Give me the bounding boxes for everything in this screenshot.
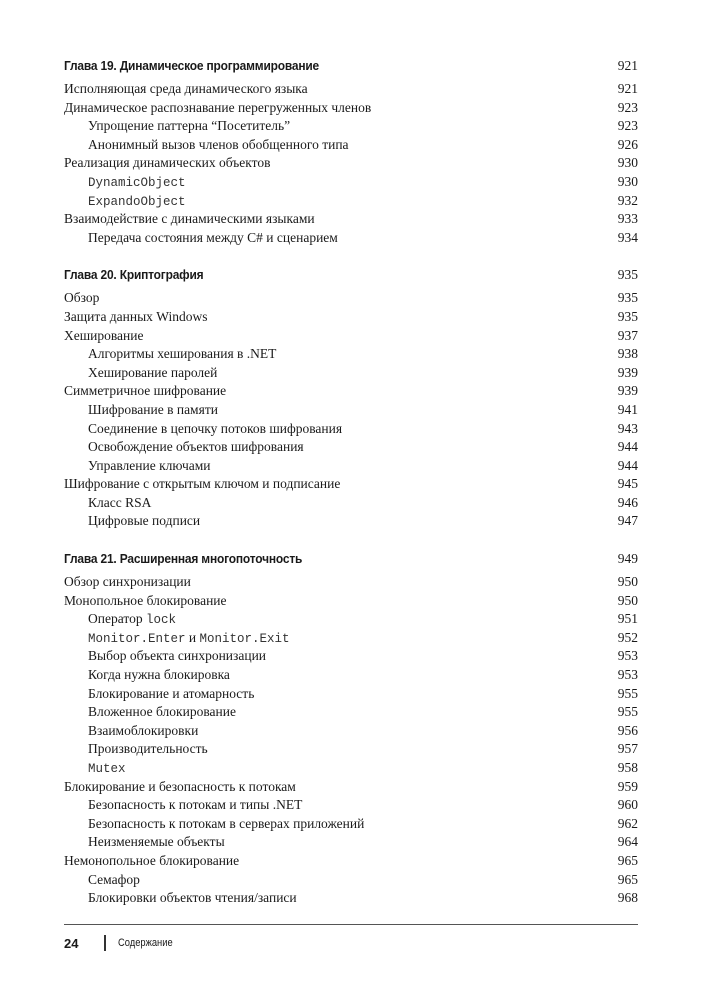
entry-page-number: 953 (617, 667, 638, 683)
entry-page-number: 935 (617, 308, 638, 324)
toc-entry (64, 289, 638, 308)
entry-title (64, 833, 225, 852)
toc-subentry (64, 666, 638, 685)
entry-text: Производительность (88, 741, 208, 757)
entry-text: и (185, 629, 200, 645)
chapter-heading (64, 267, 638, 287)
entry-text: Когда нужна блокировка (88, 667, 230, 683)
entry-page-number: 951 (617, 611, 638, 627)
entry-text: Неизменяемые объекты (88, 834, 225, 850)
entry-page-number: 960 (617, 797, 638, 813)
chapter-section (64, 58, 638, 247)
toc-subentry (64, 685, 638, 704)
chapter-page-number: 935 (617, 267, 638, 283)
entry-page-number: 946 (617, 494, 638, 510)
entry-title (64, 703, 236, 722)
toc-subentry (64, 345, 638, 364)
footer-page-number: 24 (64, 935, 79, 951)
entry-page-number: 965 (617, 852, 638, 868)
entry-page-number: 932 (617, 192, 638, 208)
entry-text: Освобождение объектов шифрования (88, 439, 304, 455)
entry-page-number: 955 (617, 685, 638, 701)
toc-subentry (64, 192, 638, 211)
entry-title (64, 327, 144, 346)
entry-text: Симметричное шифрование (64, 383, 227, 399)
entry-page-number: 943 (617, 420, 638, 436)
toc-entry (64, 475, 638, 494)
entry-text: Обзор (64, 290, 100, 306)
entry-page-number: 934 (617, 229, 638, 245)
entry-title (64, 117, 290, 136)
toc-entry (64, 382, 638, 401)
code-term: DynamicObject (88, 175, 186, 190)
entry-page-number: 944 (617, 457, 638, 473)
entry-text: Семафор (88, 871, 140, 887)
toc-subentry (64, 173, 638, 192)
entry-page-number: 944 (617, 439, 638, 455)
entry-title (64, 420, 342, 439)
entry-text: Защита данных Windows (64, 308, 208, 324)
toc-subentry (64, 889, 638, 908)
entry-title (64, 666, 230, 685)
entry-page-number: 956 (617, 722, 638, 738)
entry-text: Анонимный вызов членов обобщенного типа (88, 136, 349, 152)
footer-section-label: Содержание (117, 937, 173, 949)
entry-title (64, 364, 217, 383)
toc-subentry (64, 722, 638, 741)
entry-title (64, 796, 302, 815)
entry-text: Упрощение паттерна “Посетитель” (88, 118, 291, 134)
entry-page-number: 950 (617, 592, 638, 608)
entry-title (64, 192, 186, 212)
entry-title (64, 154, 271, 173)
toc-subentry (64, 833, 638, 852)
toc-subentry (64, 438, 638, 457)
entry-title (64, 80, 308, 99)
entry-page-number: 947 (617, 513, 638, 529)
entry-title (64, 308, 208, 327)
entry-text: Блокирование и безопасность к потокам (64, 778, 296, 794)
entry-text: Цифровые подписи (88, 513, 201, 529)
entry-page-number: 939 (617, 383, 638, 399)
toc-subentry (64, 610, 638, 629)
entry-title (64, 610, 176, 630)
toc-entry (64, 852, 638, 871)
entry-page-number: 938 (617, 346, 638, 362)
footer-row (64, 933, 638, 953)
entry-text: Реализация динамических объектов (64, 155, 271, 171)
entry-title (64, 759, 126, 779)
entry-page-number: 935 (617, 290, 638, 306)
entry-text: Обзор синхронизации (64, 574, 191, 590)
entry-title (64, 475, 340, 494)
toc-subentry (64, 871, 638, 890)
entry-text: Передача состояния между C# и сценарием (88, 229, 338, 245)
entry-text: Безопасность к потокам и типы .NET (88, 797, 303, 813)
entry-title (64, 345, 276, 364)
entry-title (64, 592, 227, 611)
entry-page-number: 926 (617, 136, 638, 152)
chapter-title: Глава 20. Криптография (64, 267, 204, 283)
entry-title (64, 99, 371, 118)
chapter-section (64, 267, 638, 531)
entry-page-number: 964 (617, 834, 638, 850)
entry-page-number: 955 (617, 704, 638, 720)
toc-subentry (64, 815, 638, 834)
toc-subentry (64, 117, 638, 136)
entry-title (64, 401, 218, 420)
entry-page-number: 965 (617, 871, 638, 887)
entry-page-number: 921 (617, 81, 638, 96)
entry-page-number: 950 (617, 574, 638, 590)
entry-page-number: 923 (617, 118, 638, 134)
entry-page-number: 953 (617, 648, 638, 664)
entry-title (64, 494, 151, 513)
entry-text: Динамическое распознавание перегруженных членов (64, 99, 372, 115)
footer-separator (104, 935, 106, 951)
toc-subentry (64, 796, 638, 815)
toc-entry (64, 154, 638, 173)
toc-entry (64, 592, 638, 611)
entry-page-number: 923 (617, 99, 638, 115)
entry-text: Хеширование паролей (88, 364, 218, 380)
entry-page-number: 968 (617, 890, 638, 906)
entry-text: Блокировки объектов чтения/записи (88, 890, 297, 906)
code-term: lock (145, 613, 176, 628)
code-term: Monitor.Enter (88, 631, 186, 646)
entry-text: Класс RSA (88, 494, 152, 510)
entry-title (64, 173, 186, 193)
entry-page-number: 945 (617, 476, 638, 492)
toc-entry (64, 80, 638, 99)
code-term: Mutex (88, 762, 126, 776)
code-term: ExpandoObject (88, 194, 186, 209)
entry-page-number: 933 (617, 211, 638, 227)
entry-title (64, 629, 290, 649)
entry-page-number: 958 (617, 760, 638, 775)
entry-title (64, 871, 140, 890)
entry-text: Взаимодействие с динамическими языками (64, 211, 315, 227)
page-footer (64, 924, 638, 953)
entry-text: Исполняющая среда динамического языка (64, 81, 308, 96)
entry-title (64, 852, 239, 871)
toc-subentry (64, 420, 638, 439)
chapter-page-number: 949 (617, 551, 638, 567)
entry-text: Взаимоблокировки (88, 722, 199, 738)
entry-title (64, 889, 297, 908)
chapter-page-number: 921 (617, 58, 638, 73)
chapter-section (64, 551, 638, 908)
entry-text: Безопасность к потокам в серверах приложений (88, 815, 365, 831)
entry-page-number: 930 (617, 173, 638, 189)
entry-page-number: 941 (617, 401, 638, 417)
toc-subentry (64, 364, 638, 383)
toc-subentry (64, 740, 638, 759)
entry-title (64, 685, 254, 704)
entry-title (64, 438, 304, 457)
entry-text: Оператор (88, 611, 146, 627)
entry-title (64, 457, 211, 476)
toc-entry (64, 327, 638, 346)
toc-subentry (64, 703, 638, 722)
entry-text: Шифрование с открытым ключом и подписание (64, 476, 341, 492)
footer-divider (64, 924, 638, 925)
entry-page-number: 962 (617, 815, 638, 831)
chapter-heading (64, 58, 638, 78)
entry-title (64, 289, 99, 308)
entry-text: Вложенное блокирование (88, 704, 236, 720)
entry-title (64, 647, 266, 666)
entry-title (64, 136, 349, 155)
toc-entry (64, 99, 638, 118)
entry-page-number: 952 (617, 629, 638, 645)
entry-text: Управление ключами (88, 457, 211, 473)
chapter-heading (64, 551, 638, 571)
entry-text: Немонопольное блокирование (64, 852, 240, 868)
toc-subentry (64, 401, 638, 420)
toc-subentry (64, 229, 638, 248)
entry-title (64, 229, 338, 248)
entry-title (64, 210, 315, 229)
entry-page-number: 957 (617, 741, 638, 757)
entry-title (64, 722, 198, 741)
toc-subentry (64, 136, 638, 155)
entry-page-number: 930 (617, 155, 638, 171)
entry-page-number: 959 (617, 778, 638, 794)
entry-text: Монопольное блокирование (64, 592, 227, 608)
chapter-title: Глава 21. Расширенная многопоточность (64, 551, 303, 567)
entry-title (64, 740, 208, 759)
entry-text: Хеширование (64, 327, 144, 343)
toc-entry (64, 308, 638, 327)
toc-entry (64, 778, 638, 797)
toc-subentry (64, 647, 638, 666)
toc-subentry (64, 629, 638, 648)
entry-title (64, 573, 191, 592)
toc-subentry (64, 759, 638, 778)
code-term: Monitor.Exit (199, 631, 290, 646)
entry-text: Соединение в цепочку потоков шифрования (88, 420, 343, 436)
entry-title (64, 778, 296, 797)
toc-subentry (64, 512, 638, 531)
entry-title (64, 382, 226, 401)
entry-text: Блокирование и атомарность (88, 685, 255, 701)
entry-title (64, 512, 200, 531)
toc-subentry (64, 457, 638, 476)
toc-entry (64, 210, 638, 229)
entry-text: Алгоритмы хеширования в .NET (88, 346, 277, 362)
entry-page-number: 937 (617, 327, 638, 343)
toc-subentry (64, 494, 638, 513)
entry-page-number: 939 (617, 364, 638, 380)
entry-text: Выбор объекта синхронизации (88, 648, 267, 664)
chapter-title: Глава 19. Динамическое программирование (64, 58, 320, 73)
entry-text: Шифрование в памяти (88, 401, 218, 417)
table-of-contents (64, 58, 638, 928)
entry-title (64, 815, 364, 834)
toc-entry (64, 573, 638, 592)
